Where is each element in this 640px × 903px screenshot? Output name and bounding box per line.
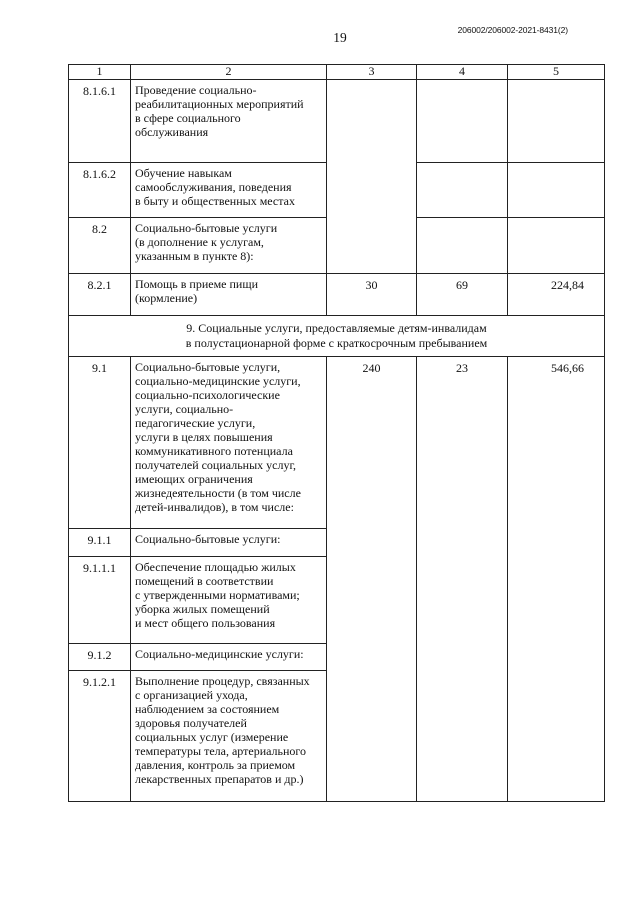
item-code: 8.1.6.2	[69, 163, 131, 218]
item-code: 8.2.1	[69, 274, 131, 316]
column-number: 2	[131, 65, 327, 80]
description-line: и мест общего пользования	[135, 616, 276, 630]
description-line: в быту и общественных местах	[135, 194, 295, 208]
item-code: 8.2	[69, 218, 131, 274]
description-line: помещений в соответствии	[135, 574, 274, 588]
description-line: уборка жилых помещений	[135, 602, 270, 616]
empty-cell	[508, 218, 605, 274]
empty-cell	[417, 163, 508, 218]
section-row	[69, 316, 605, 357]
description-line: в сфере социального	[135, 111, 241, 125]
section-title-line: 9. Социальные услуги, предоставляемые детям-инвалидам	[186, 321, 487, 335]
description-line: Социально-бытовые услуги	[135, 221, 278, 235]
empty-cell	[417, 218, 508, 274]
description-line: жизнедеятельности (в том числе	[135, 486, 301, 500]
description-line: с организацией ухода,	[135, 688, 248, 702]
description-line: услуги, социально-	[135, 402, 234, 416]
description-line: реабилитационных мероприятий	[135, 97, 304, 111]
document-code: 206002/206002-2021-8431(2)	[457, 25, 568, 35]
description-line: Социально-медицинские услуги:	[135, 647, 304, 661]
description-line: Социально-бытовые услуги:	[135, 532, 281, 546]
description-line: социально-психологические	[135, 388, 280, 402]
item-description	[131, 274, 327, 316]
description-line: услуги в целях повышения	[135, 430, 273, 444]
item-description	[131, 644, 327, 671]
column-number-row	[69, 65, 605, 80]
value-col3: 30	[327, 274, 417, 316]
description-line: (кормление)	[135, 291, 198, 305]
description-line: наблюдением за состоянием	[135, 702, 280, 716]
column-number: 4	[417, 65, 508, 80]
description-line: социально-медицинские услуги,	[135, 374, 301, 388]
description-line: коммуникативного потенциала	[135, 444, 293, 458]
page-number: 19	[333, 30, 347, 45]
table-row	[69, 357, 605, 529]
description-line: самообслуживания, поведения	[135, 180, 292, 194]
description-line: получателей социальных услуг,	[135, 458, 297, 472]
column-number: 5	[508, 65, 605, 80]
description-line: (в дополнение к услугам,	[135, 235, 264, 249]
description-line: обслуживания	[135, 125, 209, 139]
item-description	[131, 557, 327, 644]
section-title	[69, 316, 605, 357]
description-line: Обучение навыкам	[135, 166, 232, 180]
description-line: Помощь в приеме пищи	[135, 277, 259, 291]
value-col4: 23	[417, 357, 508, 802]
description-line: указанным в пункте 8):	[135, 249, 254, 263]
item-code: 9.1.1.1	[69, 557, 131, 644]
description-line: педагогические услуги,	[135, 416, 256, 430]
item-description	[131, 163, 327, 218]
empty-cell	[508, 163, 605, 218]
empty-cell	[327, 80, 417, 274]
description-line: Социально-бытовые услуги,	[135, 360, 281, 374]
description-line: давления, контроль за приемом	[135, 758, 296, 772]
item-description	[131, 357, 327, 529]
description-line: температуры тела, артериального	[135, 744, 307, 758]
item-description	[131, 529, 327, 557]
item-code: 9.1	[69, 357, 131, 529]
empty-cell	[508, 80, 605, 163]
section-title-line: в полустационарной форме с краткосрочным пребыванием	[185, 336, 488, 350]
description-line: имеющих ограничения	[135, 472, 253, 486]
description-line: Обеспечение площадью жилых	[135, 560, 296, 574]
item-code: 9.1.1	[69, 529, 131, 557]
value-col3: 240	[327, 357, 417, 802]
description-line: социальных услуг (измерение	[135, 730, 289, 744]
value-col5: 224,84	[508, 274, 605, 316]
empty-cell	[417, 80, 508, 163]
description-line: Проведение социально-	[135, 83, 257, 97]
description-line: лекарственных препаратов и др.)	[135, 772, 304, 786]
description-line: здоровья получателей	[135, 716, 247, 730]
value-col5: 546,66	[508, 357, 605, 802]
item-description	[131, 671, 327, 802]
column-number: 1	[69, 65, 131, 80]
table-row	[69, 274, 605, 316]
item-description	[131, 218, 327, 274]
tariff-table	[68, 64, 605, 802]
description-line: детей-инвалидов), в том числе:	[135, 500, 294, 514]
table-row	[69, 80, 605, 163]
item-description	[131, 80, 327, 163]
description-line: Выполнение процедур, связанных	[135, 674, 310, 688]
item-code: 9.1.2	[69, 644, 131, 671]
item-code: 9.1.2.1	[69, 671, 131, 802]
item-code: 8.1.6.1	[69, 80, 131, 163]
value-col4: 69	[417, 274, 508, 316]
column-number: 3	[327, 65, 417, 80]
description-line: с утвержденными нормативами;	[135, 588, 300, 602]
